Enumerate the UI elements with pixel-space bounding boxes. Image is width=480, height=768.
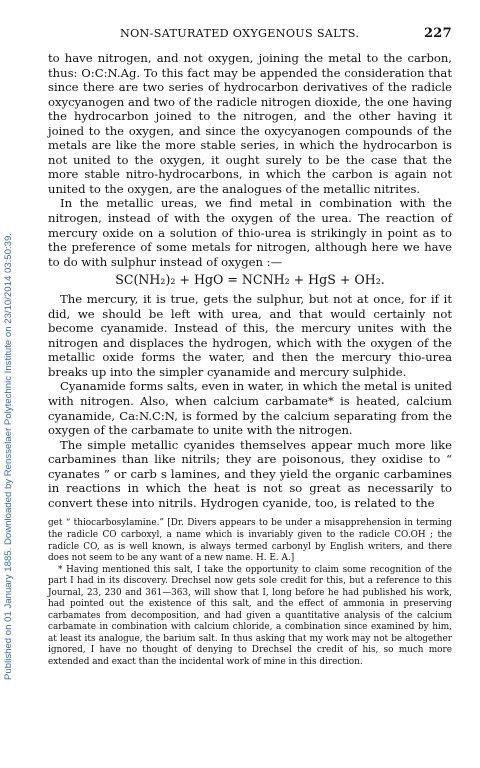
paragraph-cyanamide: Cyanamide forms salts, even in water, in which the metal is united with nitrogen. Also, when calcium carbamate* is heated, calcium cyanamide, Ca:N.C:N, is formed by the calcium separating from the oxygen of the carbamate to unite with the nitrogen. [48, 379, 452, 438]
paragraph-metallic-ureas: In the metallic ureas, we find metal in combination with the nitrogen, instead of with the oxygen of the urea. The reaction of mercury oxide on a solution of thio-urea is strikingly in point as to the preference of some metals for nitrogen, although here we have to do with sulphur instead of oxygen :— [48, 196, 452, 269]
reaction-equation: SC(NH₂)₂ + HgO = NCNH₂ + HgS + OH₂. [115, 272, 385, 288]
body-text [48, 51, 452, 510]
paragraph-continuation: to have nitrogen, and not oxygen, joining the metal to the carbon, thus: O:C:N.Ag. To this fact may be appended the consideration that since there are two series of hydrocarbon derivatives of the radicle oxycyanogen and two of the radicle nitrogen dioxide, the one having the hydrocarbon joined to the nitrogen, and the other having it joined to the oxygen, and since the oxycyanogen compounds of the metals are like the more stable series, in which the hydrocarbon is not united to the oxygen, it ought surely to be the case that the more stable nitro-hydrocarbons, in which the carbon is again not united to the oxygen, are the analogues of the metallic nitrites. [48, 51, 452, 196]
footnote-editor-note: get “ thiocarbosylamine.” [Dr. Divers appears to be under a misapprehension in terming the radicle CO carboxyl, a name which is invariably given to the radicle CO.OH ; the radicle CO, as is well known, is always termed carbonyl by English writers, and there does not seem to be any want of a new name. H. E. A.] [48, 518, 452, 564]
page [48, 26, 452, 669]
footnote-carbamate: * Having mentioned this salt, I take the opportunity to claim some recognition of the part I had in its discovery. Drechsel now gets sole credit for this, but a reference to this Journal, 23, 230 and 361—363, will show that I, long before he had published his work, had pointed out the existence of this salt, and the effect of ammonia in preserving carbamates from decomposition, and had given a quantitative analysis of the calcium carbamate in combination with calcium chloride, a combination since examined by him, at least its analogue, the barium salt. In thus asking that my work may not be altogether ignored, I have no thought of denying to Drechsel the credit of his, so much more extended and exact than the incidental work of mine in this direction. [48, 564, 452, 667]
download-watermark-text: Published on 01 January 1885. Downloaded by Rensselaer Polytechnic Institute on 23/10/2014 03:50:39. [3, 233, 14, 680]
page-number: 227 [423, 26, 452, 41]
download-watermark [2, 40, 16, 680]
running-title: NON-SATURATED OXYGENOUS SALTS. [120, 27, 360, 40]
footnotes [48, 518, 452, 668]
paragraph-mercury: The mercury, it is true, gets the sulphur, but not at once, for if it did, we should be left with urea, and that would certainly not become cyanamide. Instead of this, the mercury unites with the nitrogen and displaces the hydrogen, which with the oxygen of the metallic oxide forms the water, and then the mercury thio-urea breaks up into the simpler cyanamide and mercury sulphide. [48, 292, 452, 379]
running-head [48, 26, 452, 41]
paragraph-metallic-cyanides: The simple metallic cyanides themselves appear much more like carbamines than like nitrils; they are poisonous, they oxidise to “ cyanates ” or carb s lamines, and they yield the organic carbamines in reactions in which the heat is not so great as necessarily to convert these into nitrils. Hydrogen cyanide, too, is related to the [48, 437, 452, 510]
